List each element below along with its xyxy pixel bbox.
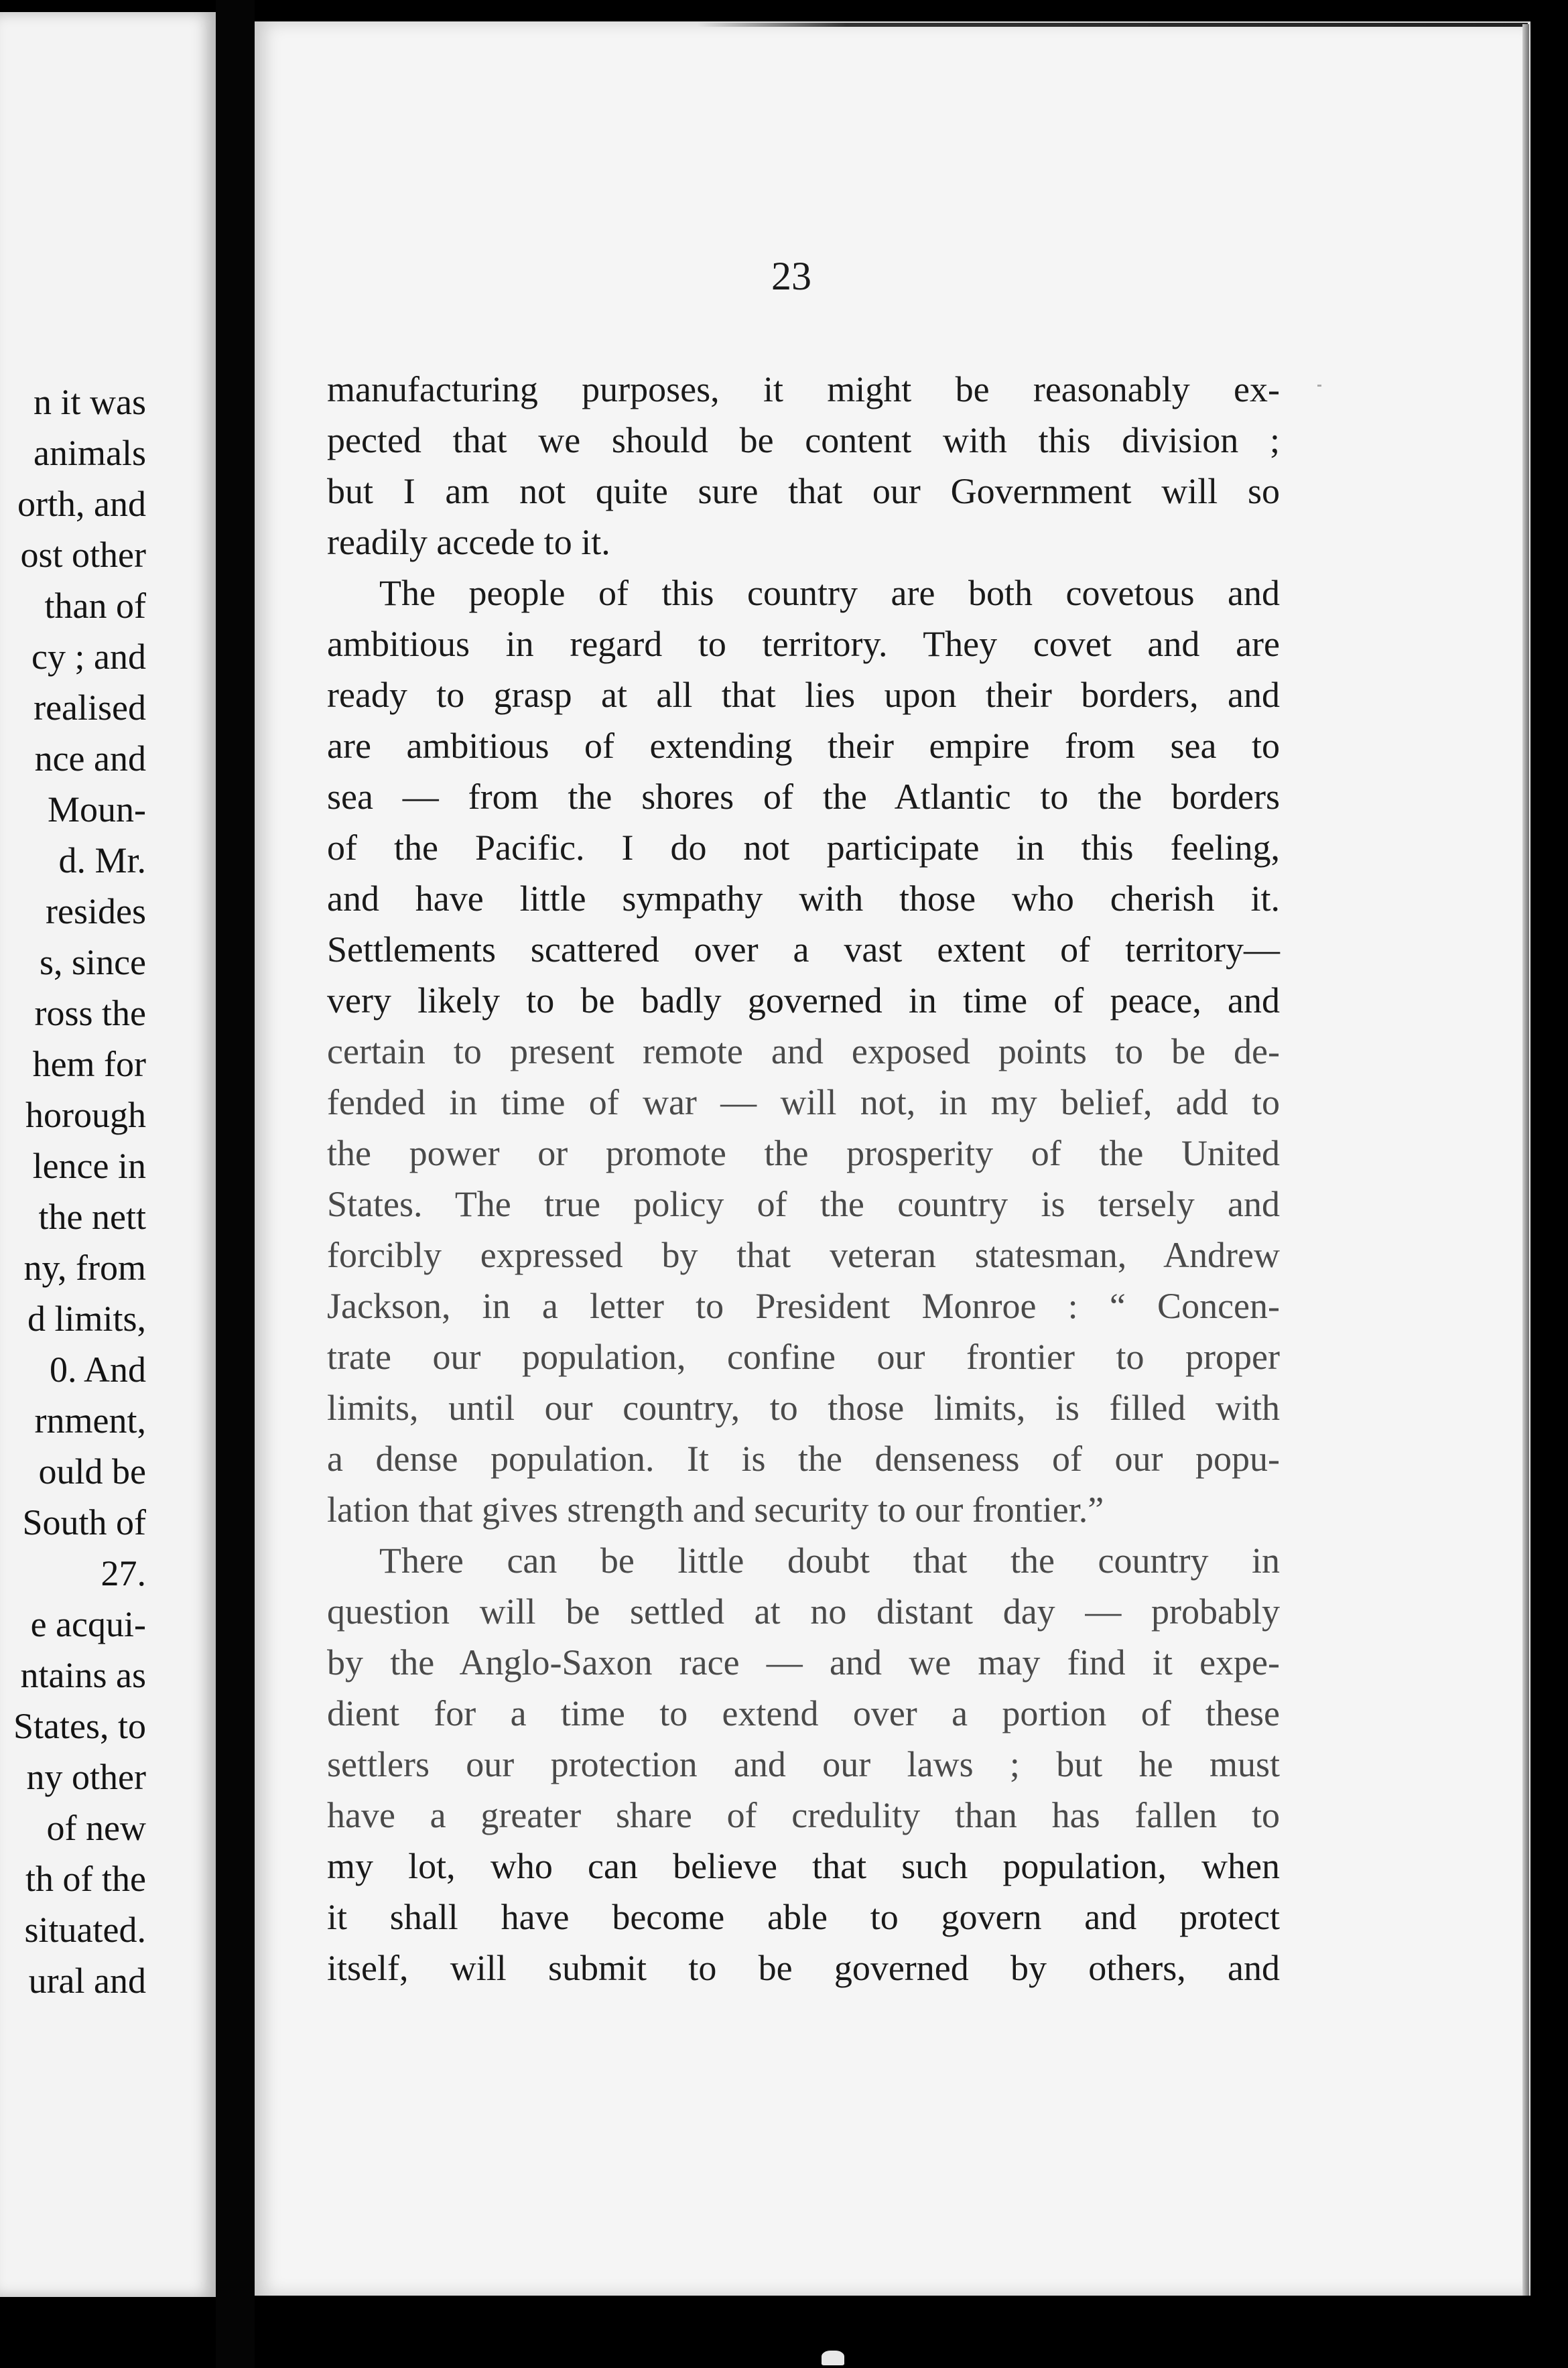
text-line: forcibly expressed by that veteran statesman, Andrew <box>327 1235 1280 1275</box>
left-line: d. Mr. <box>58 840 146 880</box>
left-line: animals <box>34 433 146 473</box>
left-line: States, to <box>13 1706 146 1746</box>
text-line: States. The true policy of the country is tersely and <box>327 1184 1280 1224</box>
text-line: sea — from the shores of the Atlantic to the borders <box>327 777 1280 817</box>
text-line: readily accede to it. <box>327 522 610 562</box>
text-line: trate our population, confine our frontier to proper <box>327 1337 1280 1377</box>
text-line: have a greater share of credulity than has fallen to <box>327 1795 1280 1835</box>
left-line: th of the <box>25 1859 146 1899</box>
text-line: pected that we should be content with this division ; <box>327 420 1280 460</box>
left-line: Moun- <box>48 789 146 830</box>
left-line: ross the <box>34 993 146 1033</box>
text-line: itself, will submit to be governed by others, and <box>327 1948 1280 1988</box>
text-line: by the Anglo-Saxon race — and we may find it expe- <box>327 1642 1280 1683</box>
left-line: s, since <box>40 942 146 982</box>
left-line: ould be <box>38 1451 146 1492</box>
left-line: ural and <box>28 1961 146 2001</box>
text-line: dient for a time to extend over a portion of these <box>327 1693 1280 1733</box>
right-page-text <box>327 364 1280 1993</box>
left-line: nce and <box>34 738 146 779</box>
page-top-edge <box>697 23 1528 27</box>
text-line: certain to present remote and exposed points to be de- <box>327 1031 1280 1071</box>
text-line: The people of this country are both covetous and <box>379 573 1280 613</box>
left-line: resides <box>46 891 146 931</box>
left-line: 27. <box>101 1553 146 1593</box>
left-page-fragment <box>0 12 216 2297</box>
left-line: realised <box>34 687 146 728</box>
text-line: ambitious in regard to territory. They covet and are <box>327 624 1280 664</box>
left-line: ny, from <box>23 1248 146 1288</box>
paper-speck <box>1317 385 1321 387</box>
left-line: horough <box>25 1095 146 1135</box>
left-line: n it was <box>34 382 146 422</box>
text-line: lation that gives strength and security to our frontier.” <box>327 1490 1104 1530</box>
left-line: cy ; and <box>31 637 146 677</box>
left-line: e acqui- <box>30 1604 146 1644</box>
left-line: ny other <box>26 1757 146 1797</box>
text-line: but I am not quite sure that our Government will so <box>327 471 1280 511</box>
left-line: the nett <box>38 1197 146 1237</box>
text-line: settlers our protection and our laws ; but he must <box>327 1744 1280 1784</box>
text-line: of the Pacific. I do not participate in this feeling, <box>327 828 1280 868</box>
page-right-edge <box>1522 24 1529 2296</box>
left-line: situated. <box>24 1910 146 1950</box>
scan-artifact <box>822 2351 844 2365</box>
left-page-text <box>13 377 146 2006</box>
text-line: ready to grasp at all that lies upon their borders, and <box>327 675 1280 715</box>
left-line: of new <box>46 1808 146 1848</box>
page-number: 23 <box>771 254 811 298</box>
text-line: There can be little doubt that the country in <box>379 1540 1280 1581</box>
text-line: it shall have become able to govern and protect <box>327 1897 1280 1937</box>
text-line: fended in time of war — will not, in my belief, add to <box>327 1082 1280 1122</box>
left-line: than of <box>44 586 146 626</box>
left-line: ost other <box>20 535 146 575</box>
text-line: my lot, who can believe that such population, when <box>327 1846 1280 1886</box>
left-line: ntains as <box>20 1655 146 1695</box>
text-line: question will be settled at no distant day — probably <box>327 1591 1280 1632</box>
text-line: very likely to be badly governed in time of peace, and <box>327 980 1280 1021</box>
left-line: orth, and <box>17 484 146 524</box>
left-line: rnment, <box>34 1400 146 1441</box>
text-line: Jackson, in a letter to President Monroe : “ Concen- <box>327 1286 1280 1326</box>
text-line: are ambitious of extending their empire from sea to <box>327 726 1280 766</box>
text-line: the power or promote the prosperity of the United <box>327 1133 1280 1173</box>
text-line: Settlements scattered over a vast extent of territory— <box>327 929 1280 970</box>
left-line: 0. And <box>49 1350 146 1390</box>
text-line: a dense population. It is the denseness of our popu- <box>327 1439 1280 1479</box>
text-line: limits, until our country, to those limits, is filled with <box>327 1388 1280 1428</box>
book-gutter <box>216 0 255 2368</box>
text-line: manufacturing purposes, it might be reasonably ex- <box>327 369 1280 409</box>
left-line: South of <box>22 1502 146 1542</box>
left-line: d limits, <box>27 1299 146 1339</box>
text-line: and have little sympathy with those who cherish it. <box>327 878 1280 919</box>
left-line: hem for <box>32 1044 146 1084</box>
left-line: lence in <box>32 1146 146 1186</box>
